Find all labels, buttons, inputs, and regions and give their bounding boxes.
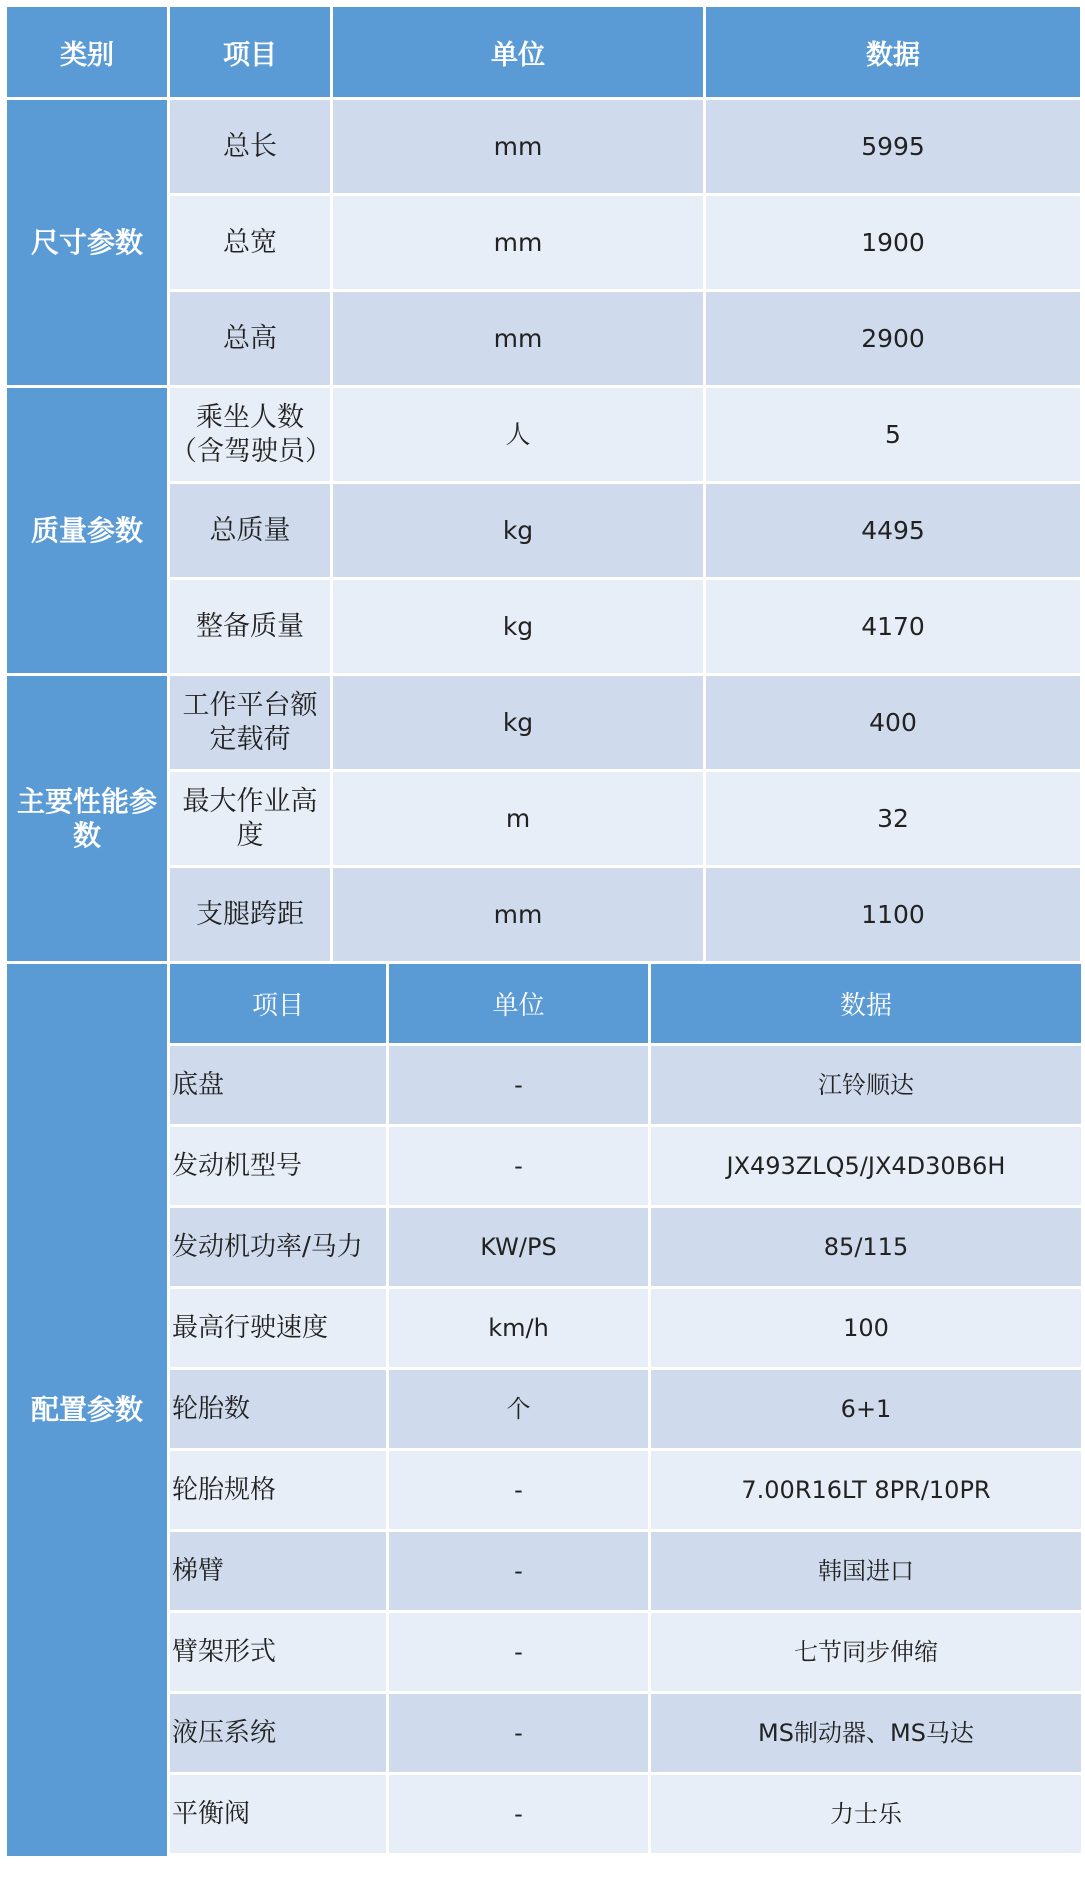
config-header-data: 数据 [651,964,1081,1043]
value-cell: 32 [706,772,1080,865]
value-cell: MS制动器、MS马达 [651,1694,1081,1772]
value-cell: 江铃顺达 [651,1046,1081,1124]
table-row [7,676,1080,769]
unit-cell: mm [333,868,703,961]
unit-cell: - [389,1532,651,1610]
table-row [7,292,1080,385]
spec-table [4,4,1083,1859]
item-cell: 最大作业高度 [170,772,330,865]
unit-cell: KW/PS [389,1208,651,1286]
value-cell: JX493ZLQ5/JX4D30B6H [651,1127,1081,1205]
table-row [7,580,1080,673]
table-row [170,1613,1081,1691]
table-row [170,1208,1081,1286]
header-row [7,7,1080,97]
unit-cell: kg [333,676,703,769]
table-row [170,1370,1081,1448]
unit-cell: - [389,1046,651,1124]
unit-cell: 人 [333,388,703,481]
table-row [170,1451,1081,1529]
config-header-unit: 单位 [389,964,651,1043]
item-cell: 最高行驶速度 [170,1289,389,1367]
item-cell: 工作平台额定载荷 [170,676,330,769]
unit-cell: m [333,772,703,865]
unit-cell: km/h [389,1289,651,1367]
value-cell: 1100 [706,868,1080,961]
table-row [7,388,1080,481]
category-mass: 质量参数 [7,388,167,673]
item-cell: 总质量 [170,484,330,577]
unit-cell: 个 [389,1370,651,1448]
item-cell: 发动机功率/马力 [170,1208,389,1286]
item-cell: 支腿跨距 [170,868,330,961]
value-cell: 5995 [706,100,1080,193]
table-row [170,1532,1081,1610]
header-item: 项目 [170,7,330,97]
item-cell: 液压系统 [170,1694,389,1772]
unit-cell: - [389,1775,651,1853]
value-cell: 400 [706,676,1080,769]
config-header-item: 项目 [170,964,389,1043]
header-category: 类别 [7,7,167,97]
header-data: 数据 [706,7,1080,97]
config-header-row [170,964,1081,1043]
value-cell: 6+1 [651,1370,1081,1448]
item-cell: 轮胎规格 [170,1451,389,1529]
value-cell: 4495 [706,484,1080,577]
table-row [170,1775,1081,1853]
config-section [7,964,1080,1856]
value-cell: 力士乐 [651,1775,1081,1853]
unit-cell: - [389,1127,651,1205]
value-cell: 4170 [706,580,1080,673]
config-table-cell [170,964,1080,1856]
header-unit: 单位 [333,7,703,97]
unit-cell: - [389,1451,651,1529]
item-cell: 整备质量 [170,580,330,673]
item-cell: 乘坐人数（含驾驶员） [170,388,330,481]
table-row [7,868,1080,961]
value-cell: 2900 [706,292,1080,385]
category-performance: 主要性能参数 [7,676,167,961]
table-row [7,772,1080,865]
value-cell: 5 [706,388,1080,481]
value-cell: 韩国进口 [651,1532,1081,1610]
item-cell: 臂架形式 [170,1613,389,1691]
item-cell: 轮胎数 [170,1370,389,1448]
table-row [170,1289,1081,1367]
unit-cell: mm [333,292,703,385]
unit-cell: kg [333,580,703,673]
unit-cell: mm [333,196,703,289]
value-cell: 85/115 [651,1208,1081,1286]
category-config: 配置参数 [7,964,167,1856]
table-row [7,100,1080,193]
item-cell: 发动机型号 [170,1127,389,1205]
item-cell: 总宽 [170,196,330,289]
value-cell: 1900 [706,196,1080,289]
value-cell: 七节同步伸缩 [651,1613,1081,1691]
table-row [7,196,1080,289]
item-cell: 梯臂 [170,1532,389,1610]
config-table [170,961,1081,1856]
unit-cell: kg [333,484,703,577]
table-row [170,1694,1081,1772]
item-cell: 总高 [170,292,330,385]
value-cell: 7.00R16LT 8PR/10PR [651,1451,1081,1529]
table-row [7,484,1080,577]
unit-cell: - [389,1694,651,1772]
item-cell: 总长 [170,100,330,193]
item-cell: 平衡阀 [170,1775,389,1853]
unit-cell: - [389,1613,651,1691]
unit-cell: mm [333,100,703,193]
table-row [170,1127,1081,1205]
item-cell: 底盘 [170,1046,389,1124]
value-cell: 100 [651,1289,1081,1367]
table-row [170,1046,1081,1124]
category-size: 尺寸参数 [7,100,167,385]
